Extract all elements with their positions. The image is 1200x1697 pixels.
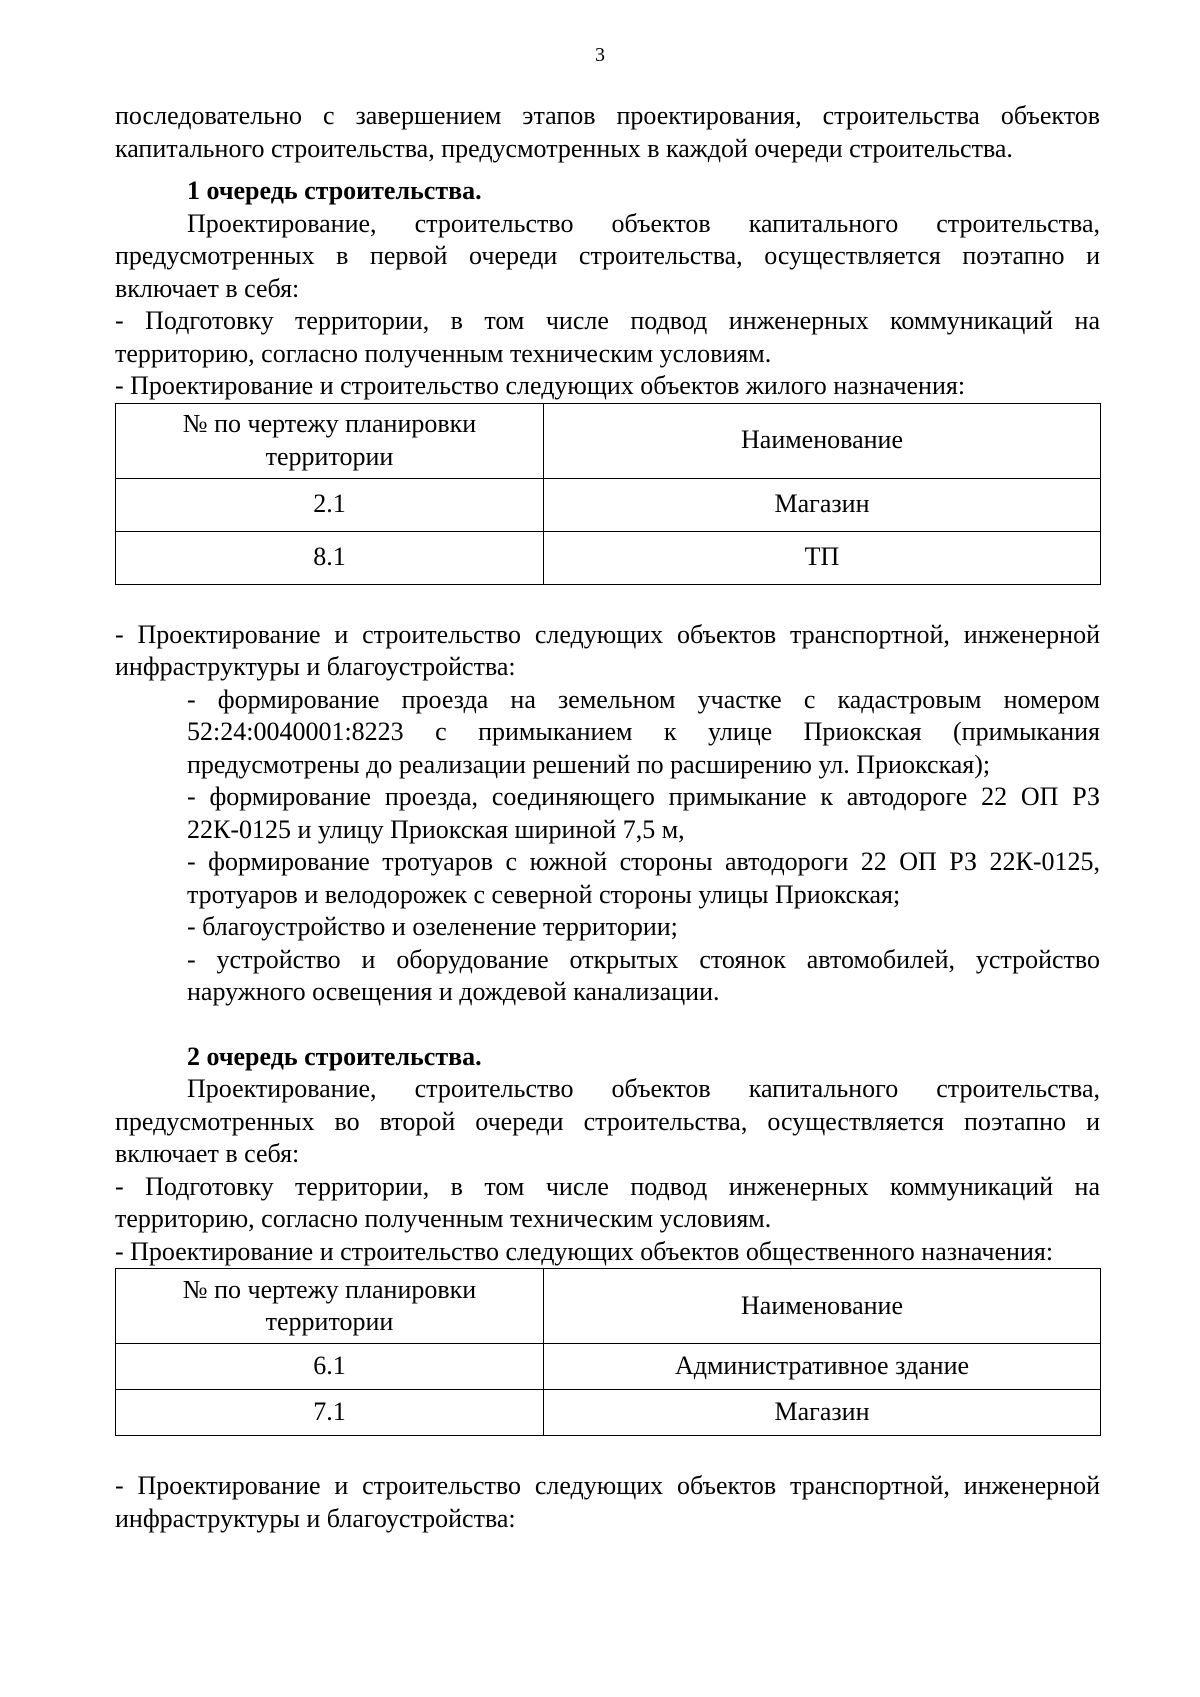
- stage2-paragraph: Проектирование, строительство объектов капитального строительства, предусмотренных во второй очереди строительства, осуществляется поэтапно и включает в себя:: [115, 1074, 1100, 1168]
- list-item: - благоустройство и озеленение территории;: [187, 912, 678, 941]
- table-header-row: [116, 1269, 1101, 1344]
- table-header-row: [116, 403, 1101, 478]
- row-number-cell: 2.1: [116, 478, 544, 531]
- row-number-cell: 7.1: [116, 1390, 544, 1436]
- stage2-heading: 2 очередь строительства.: [187, 1041, 482, 1071]
- page-number: 3: [595, 44, 605, 66]
- header-name-cell: Наименование: [544, 1269, 1101, 1344]
- stage1-heading: 1 очередь строительства.: [187, 176, 482, 205]
- row-name-cell: Административное здание: [544, 1344, 1101, 1390]
- list-item: - устройство и оборудование открытых стоянок автомобилей, устройство наружного освещения и дождевой канализации.: [187, 944, 1100, 1006]
- stage2-item-objects: - Проектирование и строительство следующих объектов общественного назначения:: [115, 1236, 1054, 1266]
- row-number-cell: 8.1: [116, 531, 544, 584]
- stage2-item-prep: - Подготовку территории, в том числе подвод инженерных коммуникаций на территорию, согласно полученным техническим условиям.: [115, 1171, 1100, 1233]
- stage2-item-transport: - Проектирование и строительство следующих объектов транспортной, инженерной инфраструктуры и благоустройства:: [115, 1471, 1100, 1533]
- list-item: - формирование проезда, соединяющего примыкание к автодороге 22 ОП РЗ 22К-0125 и улицу Приокская шириной 7,5 м,: [187, 782, 1100, 844]
- row-name-cell: ТП: [544, 531, 1101, 584]
- header-name-cell: Наименование: [544, 403, 1101, 478]
- table-row: [116, 1390, 1101, 1436]
- stage1-subitems: [115, 684, 1100, 1009]
- stage2-table: [115, 1268, 1101, 1436]
- stage1-paragraph: Проектирование, строительство объектов капитального строительства, предусмотренных в первой очереди строительства, осуществляется поэтапно и включает в себя:: [115, 208, 1100, 303]
- header-number-cell: № по чертежу планировки территории: [116, 1269, 544, 1344]
- row-number-cell: 6.1: [116, 1344, 544, 1390]
- document-body: [115, 100, 1100, 1535]
- row-name-cell: Магазин: [544, 478, 1101, 531]
- row-name-cell: Магазин: [544, 1390, 1101, 1436]
- stage1-item-objects: - Проектирование и строительство следующих объектов жилого назначения:: [115, 371, 966, 400]
- stage1-item-prep: - Подготовку территории, в том числе подвод инженерных коммуникаций на территорию, согласно полученным техническим условиям.: [115, 306, 1100, 368]
- intro-paragraph: последовательно с завершением этапов проектирования, строительства объектов капитального строительства, предусмотренных в каждой очереди строительства.: [115, 101, 1100, 163]
- list-item: - формирование проезда на земельном участке с кадастровым номером 52:24:0040001:8223 с примыканием к улице Приокская (примыкания предусмотрены до реализации решений по расширению ул. Приокская);: [187, 684, 1100, 779]
- stage1-item-transport: - Проектирование и строительство следующих объектов транспортной, инженерной инфраструктуры и благоустройства:: [115, 619, 1100, 681]
- stage1-table: [115, 403, 1101, 585]
- list-item: - формирование тротуаров с южной стороны автодороги 22 ОП РЗ 22К-0125, тротуаров и велодорожек с северной стороны улицы Приокская;: [187, 847, 1100, 909]
- table-row: [116, 1344, 1101, 1390]
- header-number-cell: № по чертежу планировки территории: [116, 403, 544, 478]
- table-row: [116, 478, 1101, 531]
- table-row: [116, 531, 1101, 584]
